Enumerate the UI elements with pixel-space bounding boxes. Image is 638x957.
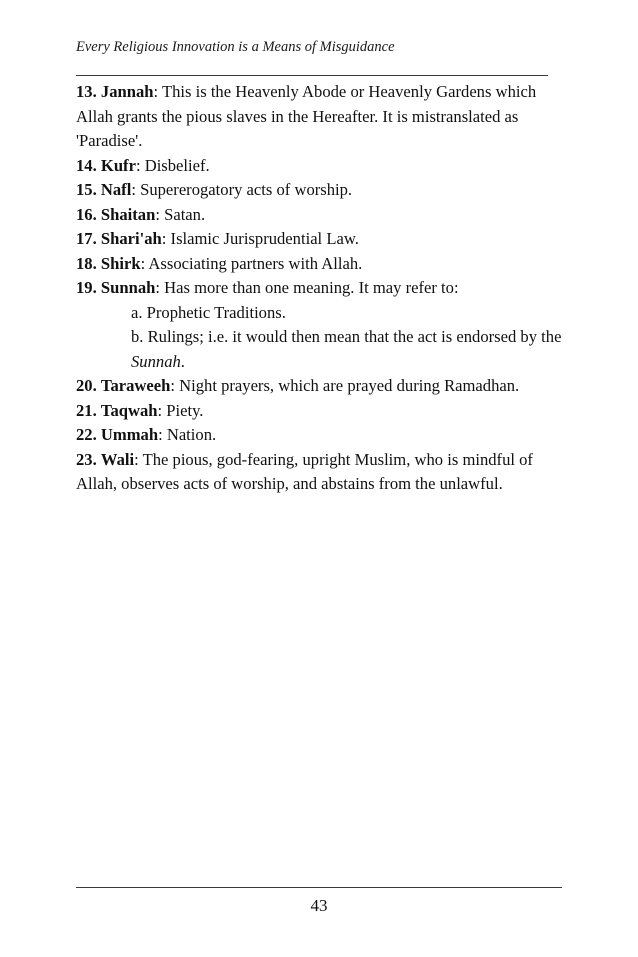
glossary-entry-shaitan — [76, 203, 566, 228]
entry-number: 20. — [76, 376, 97, 395]
glossary-entry-nafl — [76, 178, 566, 203]
glossary-entry-kufr — [76, 154, 566, 179]
entry-definition: Supererogatory acts of worship. — [135, 180, 353, 199]
entry-term: Shirk — [100, 253, 141, 273]
entry-separator: : — [131, 180, 136, 199]
entry-term: Nafl — [100, 180, 132, 199]
glossary-entry-taraweeh — [76, 374, 566, 399]
glossary-entry-jannah — [76, 80, 566, 154]
glossary-entry-ummah — [76, 423, 566, 448]
entry-number: 15. — [76, 180, 97, 199]
subitem-text: b. Rulings; i.e. it would then mean that the act is endorsed by the — [131, 327, 562, 346]
running-header: Every Religious Innovation is a Means of Misguidance — [76, 39, 395, 55]
entry-number: 16. — [76, 204, 97, 224]
entry-term: Taraweeh — [100, 376, 171, 395]
entry-separator: : — [135, 155, 141, 175]
sunnah-subitem-a: a. Prophetic Traditions. — [131, 302, 286, 322]
entry-definition: Satan. — [159, 204, 206, 224]
entry-separator: : — [157, 400, 163, 420]
entry-number: 14. — [76, 155, 97, 175]
entry-term: Kufr — [100, 155, 136, 175]
entry-definition: Associating partners with Allah. — [145, 253, 363, 273]
header-rule — [76, 75, 548, 76]
glossary-entry-sunnah — [76, 276, 566, 301]
glossary-entry-shirk — [76, 252, 566, 277]
entry-number: 17. — [76, 229, 97, 248]
entry-term: Shaitan — [100, 204, 156, 224]
entry-term: Wali — [100, 449, 135, 469]
entry-separator: : — [153, 82, 159, 101]
entry-term: Shari'ah — [100, 229, 162, 248]
entry-definition: This is the Heavenly Abode or Heavenly Gardens which Allah grants the pious slaves in the Hereafter. It is mistranslated as 'Paradise'. — [76, 82, 537, 150]
entry-number: 22. — [76, 425, 97, 444]
entry-separator: : — [155, 204, 160, 224]
entry-separator: : — [155, 278, 160, 297]
subitem-italic-term: Sunnah — [131, 351, 181, 371]
subitem-suffix: . — [180, 351, 185, 371]
glossary-entry-wali — [76, 448, 566, 497]
entry-separator: : — [140, 253, 146, 273]
entry-number: 19. — [76, 278, 97, 297]
entry-term: Jannah — [100, 82, 154, 101]
glossary-list — [76, 80, 566, 497]
entry-separator: : — [158, 425, 163, 444]
glossary-entry-shariah — [76, 227, 566, 252]
entry-definition: Disbelief. — [140, 155, 210, 175]
entry-separator: : — [170, 376, 175, 395]
entry-term: Ummah — [100, 425, 159, 444]
entry-definition: Islamic Jurisprudential Law. — [166, 229, 359, 248]
entry-definition: Nation. — [162, 425, 217, 444]
entry-number: 18. — [76, 253, 97, 273]
glossary-entry-taqwah — [76, 399, 566, 424]
footer-rule — [76, 887, 562, 888]
entry-definition: Night prayers, which are prayed during Ramadhan. — [174, 376, 520, 395]
entry-definition: Has more than one meaning. It may refer to: — [159, 278, 459, 297]
entry-term: Taqwah — [100, 400, 158, 420]
entry-term: Sunnah — [100, 278, 156, 297]
entry-definition: The pious, god-fearing, upright Muslim, who is mindful of Allah, observes acts of worship, and abstains from the unlawful. — [76, 449, 533, 493]
entry-separator: : — [134, 449, 139, 469]
page-number: 43 — [310, 896, 328, 915]
entry-number: 21. — [76, 400, 97, 420]
sunnah-subitem-b — [76, 325, 566, 374]
entry-number: 23. — [76, 449, 97, 469]
entry-separator: : — [161, 229, 167, 248]
entry-number: 13. — [76, 82, 97, 101]
entry-definition: Piety. — [162, 400, 204, 420]
